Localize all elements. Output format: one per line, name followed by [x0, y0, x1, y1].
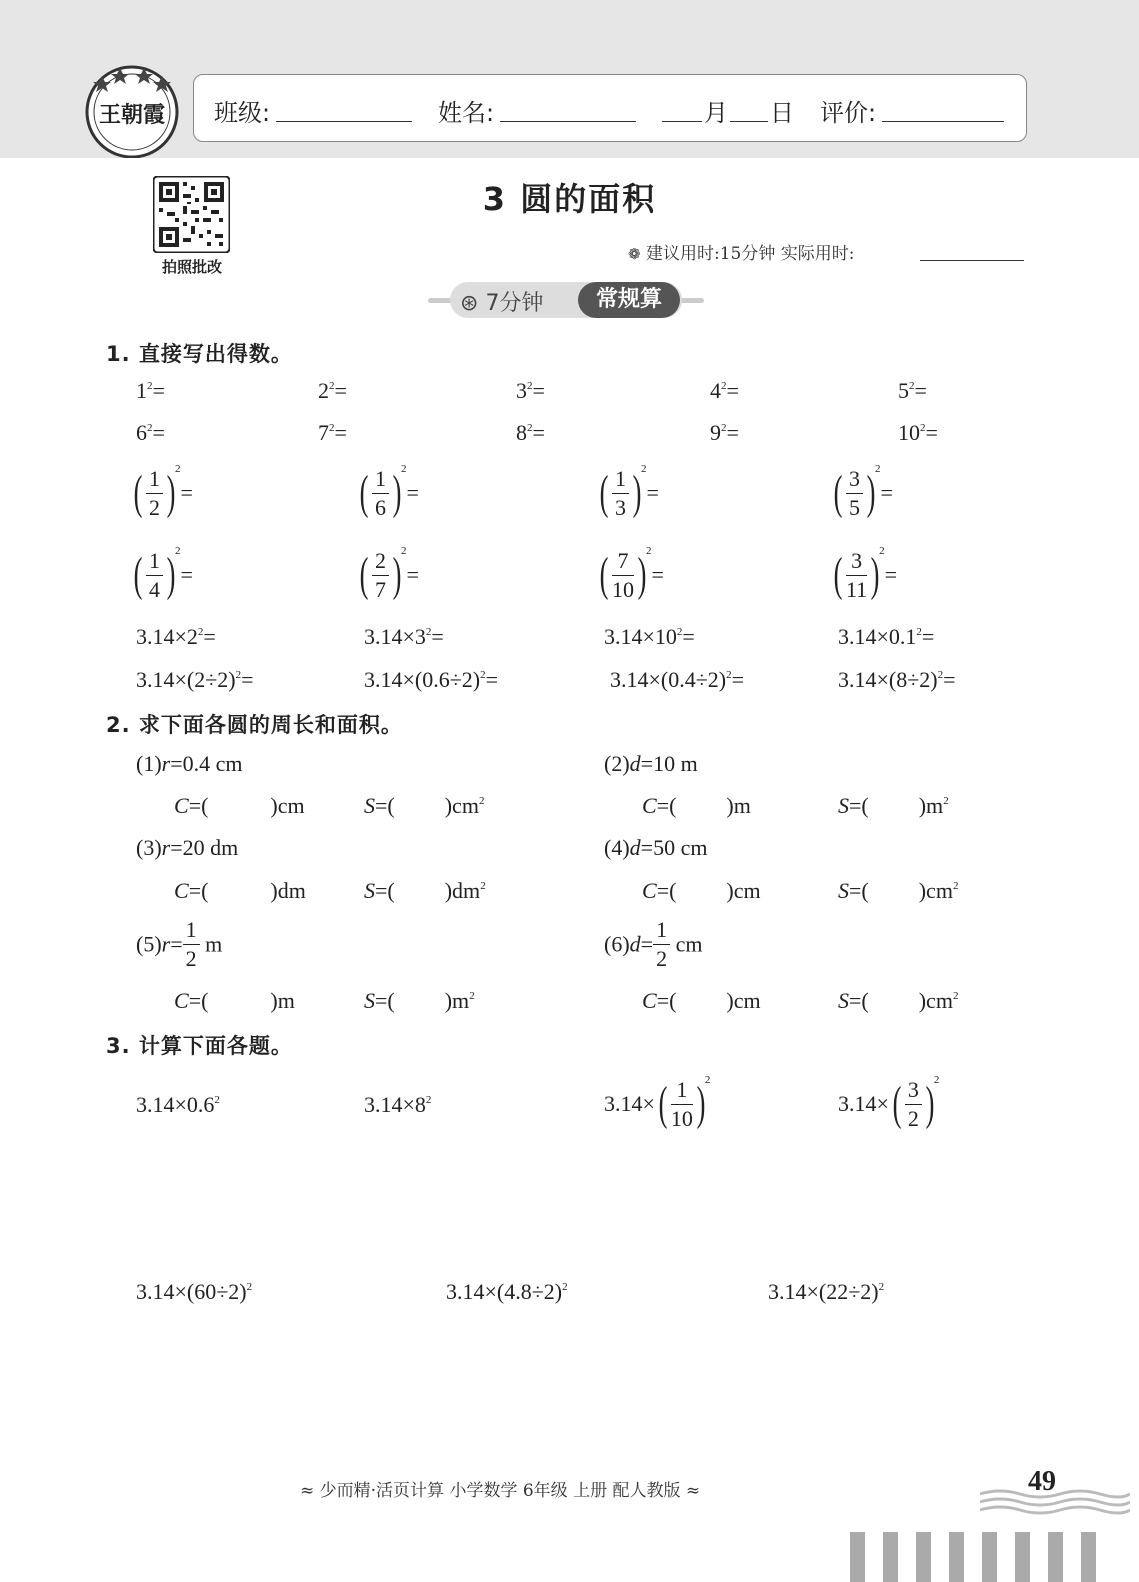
s1-r2-item: $10^2=$: [898, 420, 938, 445]
tab-bar: [949, 1532, 964, 1582]
s1-r2-item: $9^2=$: [710, 420, 739, 445]
s2-item-4-s: S=( )$cm^2$: [838, 878, 959, 903]
s2-item-5-given: (5)r= $\frac{1}{2}$ m: [136, 917, 223, 971]
s2-item-4-c: C=( )cm: [642, 878, 761, 903]
s1-r5-item: $3.14\times 2^2=$: [136, 624, 216, 649]
s3-item: $3.14\times(4.8\div 2)^2$: [446, 1279, 568, 1304]
rating-label: 评价:: [820, 99, 877, 127]
tab-bar: [883, 1532, 898, 1582]
s3-frac-item: 3.14×( $\frac{1}{10}$ )$^2$: [604, 1074, 711, 1131]
s2-item-1-given: (1)r=0.4 cm: [136, 751, 243, 776]
s2-item-1-c: C=( )cm: [174, 793, 305, 818]
banner-tag: 常规算: [578, 282, 680, 318]
s1-r1-item: $4^2=$: [710, 378, 739, 403]
tab-bar: [916, 1532, 931, 1582]
s3-item: $3.14\times(22\div 2)^2$: [768, 1279, 885, 1304]
s2-item-4-given: (4)d=50 cm: [604, 835, 708, 860]
s3-item: $3.14\times 8^2$: [364, 1092, 432, 1117]
page-number: 49: [1028, 1466, 1056, 1497]
s1-r2-item: $8^2=$: [516, 420, 545, 445]
footer-text: ≈ 少而精·活页计算 小学数学 6年级 上册 配人教版 ≈: [300, 1481, 701, 1501]
s2-item-3-c: C=( )dm: [174, 878, 306, 903]
s1-r1-item: $3^2=$: [516, 378, 545, 403]
s1-r5-item: $3.14\times 0.1^2=$: [838, 624, 935, 649]
s1-r2-item: $6^2=$: [136, 420, 165, 445]
medal-icon: ⊛: [460, 291, 479, 316]
section1-heading: 1. 直接写出得数。: [106, 342, 293, 366]
s1-frac-item: ( $\frac{2}{7}$ )$^2$=: [359, 545, 419, 602]
s1-r6-item: $3.14\times(0.6\div 2)^2=$: [364, 667, 499, 692]
time-hint: [628, 239, 854, 264]
day-label: 日: [770, 99, 794, 127]
s3-item: $3.14\times 0.6^2$: [136, 1092, 220, 1117]
wangzhaoxia-logo: [84, 62, 180, 158]
section2-heading: 2. 求下面各圆的周长和面积。: [106, 713, 403, 737]
s2-item-6-c: C=( )cm: [642, 988, 761, 1013]
s1-frac-item: ( $\frac{1}{6}$ )$^2$=: [359, 463, 419, 520]
month-label: 月: [704, 99, 728, 127]
student-info-box: [193, 74, 1027, 142]
qr-label: 拍照批改: [161, 258, 222, 276]
s2-item-2-s: S=( )$m^2$: [838, 793, 949, 818]
s2-item-1-s: S=( )$cm^2$: [364, 793, 485, 818]
s2-item-2-given: (2)d=10 m: [604, 751, 698, 776]
name-label: 姓名:: [438, 99, 495, 127]
rating-field[interactable]: [882, 121, 1004, 122]
tab-bar: [1015, 1532, 1030, 1582]
s2-item-3-s: S=( )$dm^2$: [364, 878, 486, 903]
s1-r2-item: $7^2=$: [318, 420, 347, 445]
time-hint-text: 建议用时:15分钟 实际用时:: [645, 244, 855, 264]
section-banner: [428, 282, 704, 318]
s1-r5-item: $3.14\times 10^2=$: [604, 624, 695, 649]
s1-r1-item: $5^2=$: [898, 378, 927, 403]
s1-frac-item: ( $\frac{1}{4}$ )$^2$=: [133, 545, 193, 602]
s2-item-3-given: (3)r=20 dm: [136, 835, 239, 860]
s1-r6-item: $3.14\times(0.4\div 2)^2=$: [610, 667, 745, 692]
s2-item-5-c: C=( )m: [174, 988, 295, 1013]
s1-r1-item: $1^2=$: [136, 378, 165, 403]
s1-r1-item: $2^2=$: [318, 378, 347, 403]
s1-frac-item: ( $\frac{3}{5}$ )$^2$=: [833, 463, 893, 520]
s3-frac-item: 3.14×( $\frac{3}{2}$ )$^2$: [838, 1074, 940, 1131]
tab-bar: [982, 1532, 997, 1582]
month-field[interactable]: [662, 121, 702, 122]
tab-bar: [850, 1532, 865, 1582]
s2-item-6-given: (6)d= $\frac{1}{2}$ cm: [604, 917, 703, 971]
day-field[interactable]: [730, 121, 768, 122]
banner-time-text: 7分钟: [485, 291, 544, 316]
s1-frac-item: ( $\frac{1}{2}$ )$^2$=: [133, 463, 193, 520]
page-title: 3 圆的面积: [482, 180, 657, 218]
name-field[interactable]: [500, 121, 636, 122]
class-field[interactable]: [276, 121, 412, 122]
s2-item-2-c: C=( )m: [642, 793, 751, 818]
tab-bar: [1081, 1532, 1096, 1582]
tab-bar: [1048, 1532, 1063, 1582]
logo-text: 王朝霞: [98, 102, 166, 128]
s2-item-6-s: S=( )$cm^2$: [838, 988, 959, 1013]
banner-time: [460, 286, 543, 317]
actual-time-field[interactable]: [920, 260, 1024, 261]
gear-icon: ❁: [628, 245, 641, 263]
s2-item-5-s: S=( )$m^2$: [364, 988, 475, 1013]
s1-r6-item: $3.14\times(8\div 2)^2=$: [838, 667, 956, 692]
s3-item: $3.14\times(60\div 2)^2$: [136, 1279, 253, 1304]
s1-frac-item: ( $\frac{3}{11}$ )$^2$=: [833, 545, 898, 602]
s1-r5-item: $3.14\times 3^2=$: [364, 624, 444, 649]
s1-frac-item: ( $\frac{1}{3}$ )$^2$=: [599, 463, 659, 520]
class-label: 班级:: [214, 99, 271, 127]
s1-frac-item: ( $\frac{7}{10}$ )$^2$=: [599, 545, 664, 602]
s1-r6-item: $3.14\times(2\div 2)^2=$: [136, 667, 254, 692]
section3-heading: 3. 计算下面各题。: [106, 1034, 293, 1058]
